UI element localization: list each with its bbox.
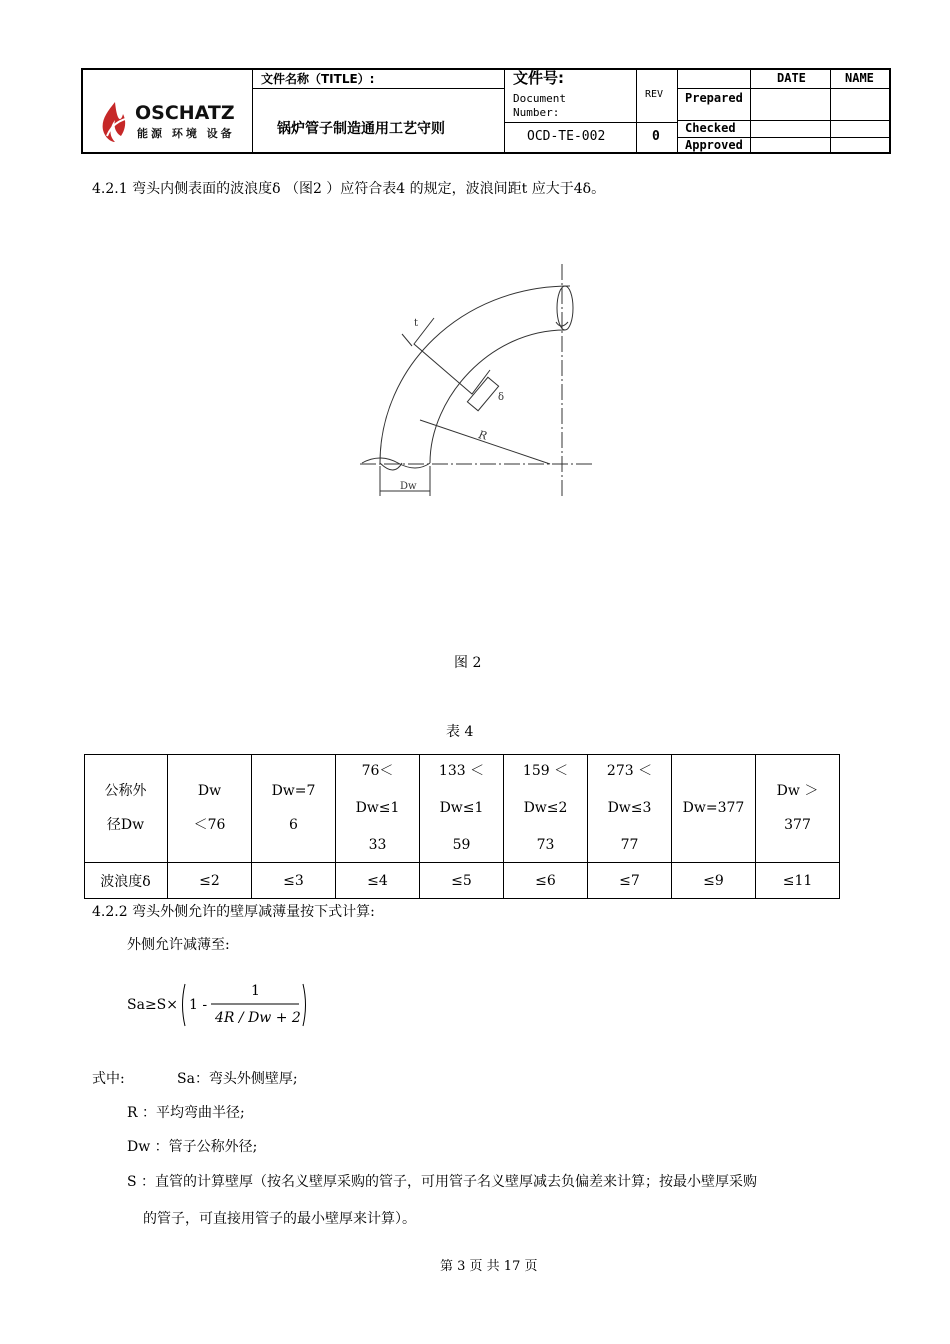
cell-line: Dw [197, 783, 222, 799]
table-header-cell [588, 754, 672, 863]
table-4 [84, 754, 840, 899]
table-caption: 表 4 [446, 724, 474, 740]
cell-line: 76＜ [361, 763, 394, 779]
table-header-cell [252, 754, 336, 863]
header-divider [636, 122, 677, 123]
header-divider [830, 70, 831, 152]
figure-caption: 图 2 [454, 655, 482, 671]
document-title: 锅炉管子制造通用工艺守则 [277, 121, 445, 137]
cell-line: 159 ＜ [522, 763, 569, 779]
table-cell: ≤5 [420, 863, 504, 899]
cell-line: Dw=377 [682, 800, 745, 816]
cell-line: 77 [620, 837, 639, 853]
def-sa: Sa：弯头外侧壁厚; [177, 1071, 298, 1087]
header-divider [636, 70, 637, 152]
table-header-cell [420, 754, 504, 863]
def-dw: Dw ：管子公称外径; [127, 1139, 258, 1155]
logo-wordmark: OSCHATZ [135, 102, 235, 124]
checked-label: Checked [685, 121, 736, 135]
cell-line: 377 [784, 817, 811, 833]
rev-value: 0 [652, 129, 660, 144]
table-cell: ≤7 [588, 863, 672, 899]
cell-line: 273 ＜ [606, 763, 653, 779]
table-header-cell [168, 754, 252, 863]
docno-label-en: Document Number: [513, 92, 566, 119]
label-dw: Dw [400, 481, 417, 492]
cell-line: Dw≤2 [523, 800, 568, 816]
row-label-line: 径Dw [106, 817, 145, 833]
def-r: R ：平均弯曲半径; [127, 1105, 245, 1121]
cell-line: Dw≤1 [355, 800, 400, 816]
logo-subtitle: 能源 环境 设备 [137, 127, 235, 140]
label-delta: δ [498, 392, 505, 403]
table-cell: ≤2 [168, 863, 252, 899]
cell-line: Dw≤3 [607, 800, 652, 816]
rev-label: REV [645, 89, 664, 100]
formula-denominator: 4R / Dw + 2 [215, 1010, 301, 1026]
header-divider [677, 88, 891, 89]
cell-line: Dw ＞ [776, 783, 819, 799]
table-row-label [84, 754, 168, 863]
defs-intro: 式中: [92, 1071, 125, 1087]
table-row-label: 波浪度δ [84, 863, 168, 899]
header-divider [252, 88, 504, 89]
label-t: t [414, 318, 419, 329]
cell-line: Dw=7 [271, 783, 316, 799]
prepared-label: Prepared [685, 91, 743, 105]
cell-line: 6 [289, 817, 298, 833]
header-divider [504, 122, 636, 123]
table-cell: ≤3 [252, 863, 336, 899]
company-logo [97, 100, 247, 146]
label-radius: R [477, 428, 489, 443]
cell-line: ＜76 [193, 817, 226, 833]
allow-line: 外侧允许减薄至: [127, 937, 230, 953]
table-cell: ≤6 [504, 863, 588, 899]
row-label-line: 公称外 [104, 783, 147, 799]
document-number: OCD-TE-002 [527, 129, 606, 144]
cell-line: 59 [452, 837, 471, 853]
header-divider [252, 70, 253, 152]
header-divider [677, 70, 678, 152]
logo-flame-icon [97, 100, 133, 144]
cell-line: 73 [536, 837, 555, 853]
title-label: 文件名称（TITLE）: [261, 72, 375, 86]
formula-one: 1 - [189, 997, 208, 1013]
table-header-cell [756, 754, 840, 863]
document-header [81, 68, 891, 154]
def-s-line1: S ：直管的计算壁厚（按名义壁厚采购的管子，可用管子名义壁厚减去负偏差来计算；按最小壁厚采购 [127, 1174, 758, 1190]
header-divider [504, 70, 505, 152]
formula-lhs: Sa≥S× [127, 997, 178, 1013]
section-4-2-2: 4.2.2 弯头外侧允许的壁厚减薄量按下式计算: [92, 904, 375, 920]
approved-label: Approved [685, 138, 743, 152]
table-header-cell [336, 754, 420, 863]
table-header-cell [672, 754, 756, 863]
table-cell: ≤11 [756, 863, 840, 899]
header-divider [750, 70, 751, 152]
table-header-cell [504, 754, 588, 863]
docno-label: 文件号: [513, 69, 564, 87]
page-footer: 第 3 页 共 17 页 [440, 1259, 538, 1274]
name-label: NAME [845, 71, 874, 85]
thinning-formula [127, 980, 327, 1030]
cell-line: Dw≤1 [439, 800, 484, 816]
table-cell: ≤4 [336, 863, 420, 899]
section-4-2-1: 4.2.1 弯头内侧表面的波浪度δ （图2 ）应符合表4 的规定，波浪间距t 应大于4δ。 [92, 181, 606, 197]
def-s-line2: 的管子，可直接用管子的最小壁厚来计算）。 [143, 1211, 416, 1227]
table-cell: ≤9 [672, 863, 756, 899]
bend-diagram [350, 258, 610, 508]
cell-line: 133 ＜ [438, 763, 485, 779]
cell-line: 33 [368, 837, 387, 853]
formula-numerator: 1 [251, 983, 260, 999]
date-label: DATE [777, 71, 806, 85]
